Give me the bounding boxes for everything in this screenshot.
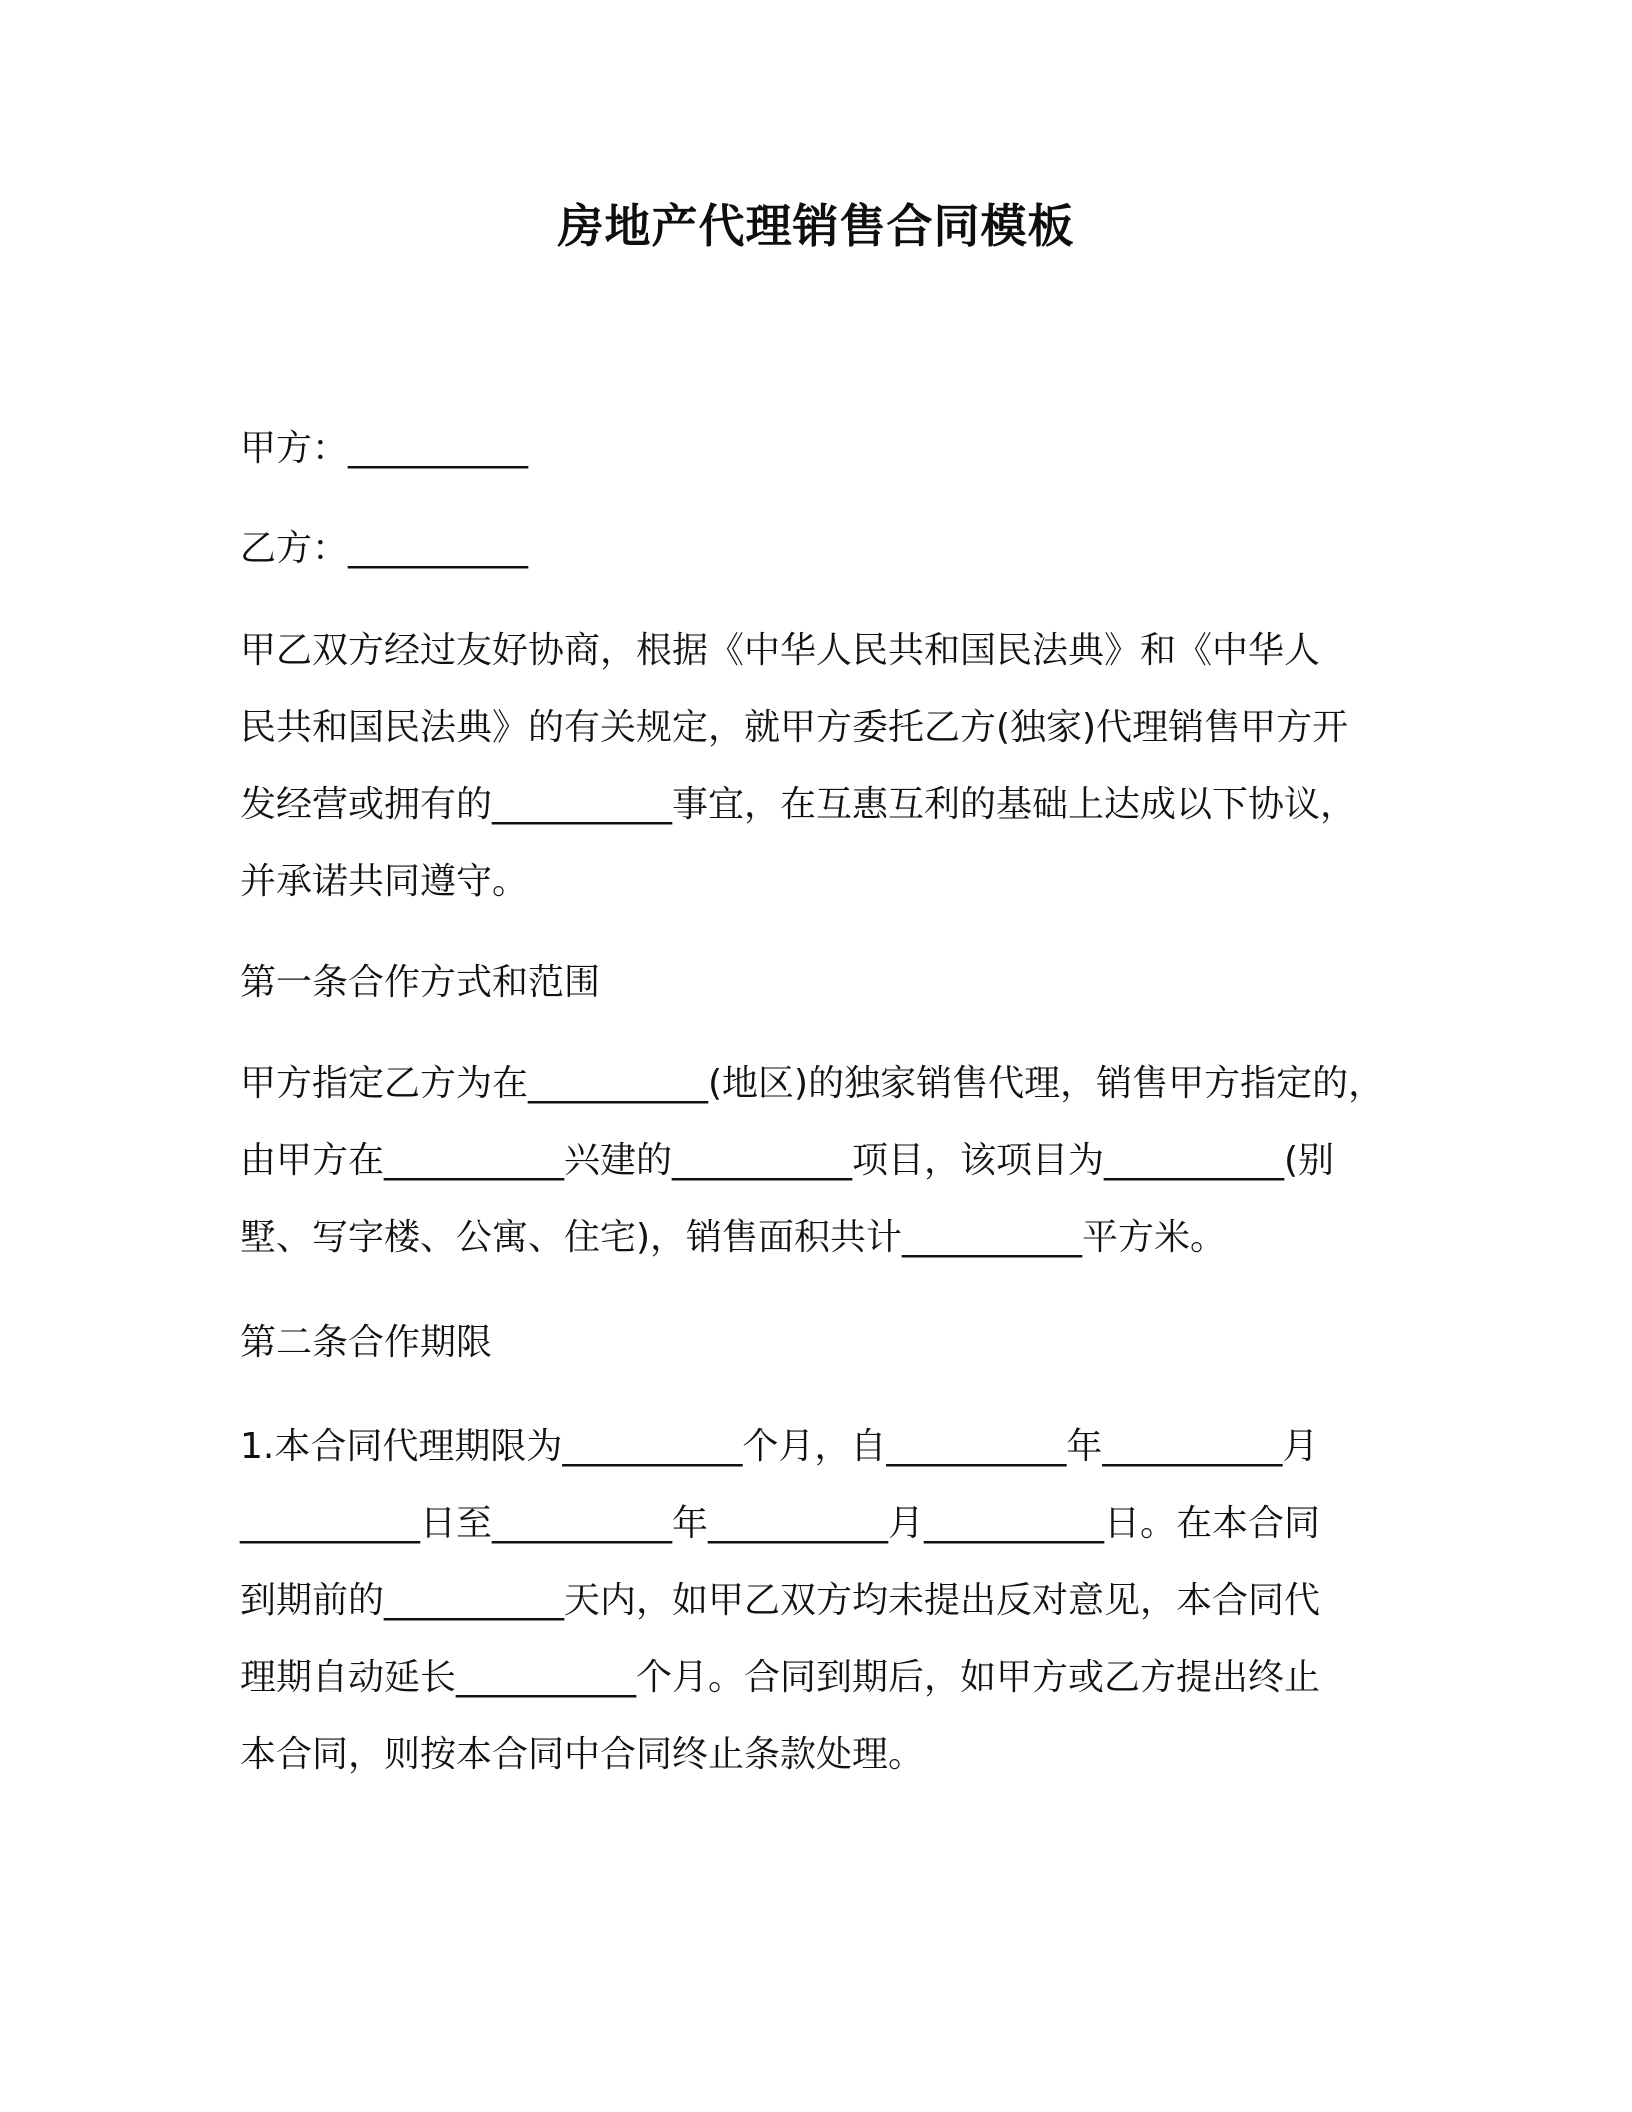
article1-paragraph [240,1045,1440,1276]
party-b-text: 乙方：__________ [240,528,529,569]
article2-line: 本合同，则按本合同中合同终止条款处理。 [240,1734,925,1775]
article1-heading: 第一条合作方式和范围 [240,962,601,1003]
preamble-line: 民共和国民法典》的有关规定，就甲方委托乙方(独家)代理销售甲方开 [240,707,1349,748]
party-b-line [240,510,1440,587]
document-title: 房地产代理销售合同模板 [557,199,1075,253]
preamble-line: 甲乙双方经过友好协商，根据《中华人民共和国民法典》和《中华人 [240,630,1321,671]
article1-line: 由甲方在__________兴建的__________项目，该项目为__________(别 [240,1140,1335,1181]
party-a-line [240,410,1440,487]
article1-line: 墅、写字楼、公寓、住宅)，销售面积共计__________平方米。 [240,1217,1227,1258]
article2-heading-block [240,1304,1440,1381]
preamble-line: 发经营或拥有的__________事宜，在互惠互利的基础上达成以下协议， [240,784,1357,825]
article2-line: 到期前的__________天内，如甲乙双方均未提出反对意见，本合同代 [240,1580,1321,1621]
article1-line: 甲方指定乙方为在__________(地区)的独家销售代理，销售甲方指定的， [240,1063,1385,1104]
article2-line: __________日至__________年__________月__________日。在本合同 [240,1503,1321,1544]
article2-paragraph [240,1408,1440,1793]
article2-heading: 第二条合作期限 [240,1322,493,1363]
article2-line: 理期自动延长__________个月。合同到期后，如甲方或乙方提出终止 [240,1657,1321,1698]
preamble-line: 并承诺共同遵守。 [240,861,529,902]
preamble-paragraph [240,612,1440,920]
article1-heading-block [240,944,1440,1021]
article2-line: 1.本合同代理期限为__________个月，自__________年__________月 [240,1426,1319,1467]
party-a-text: 甲方：__________ [240,428,529,469]
